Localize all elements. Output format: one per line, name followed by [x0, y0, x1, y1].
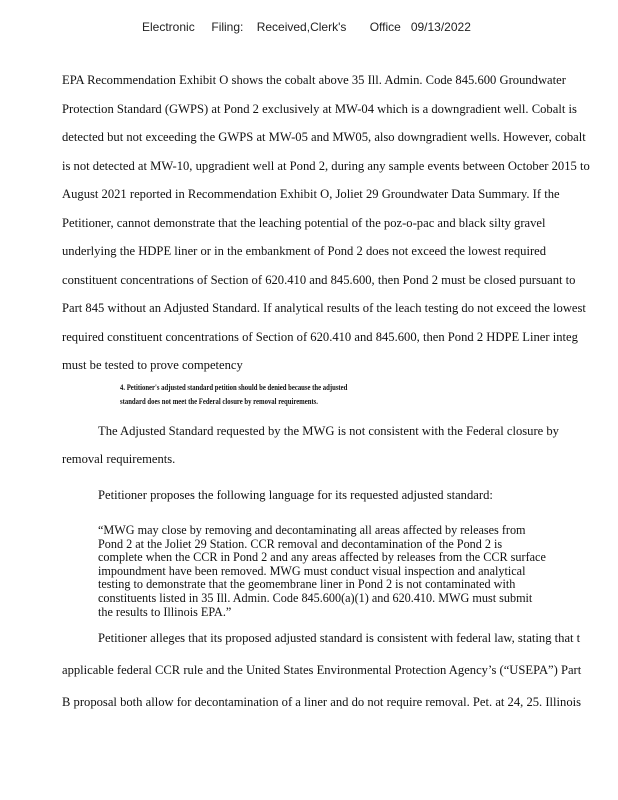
section-heading-line: standard does not meet the Federal closure by removal requirements. — [120, 396, 318, 406]
body-paragraph-federal-law — [62, 626, 618, 722]
text-line: underlying the HDPE liner or in the embankment of Pond 2 does not exceed the lowest required — [62, 244, 547, 258]
text-line: applicable federal CCR rule and the United States Environmental Protection Agency’s (“USEPA”) Part — [62, 663, 582, 677]
text-line: is not detected at MW-10, upgradient well at Pond 2, during any sample events between October 2015 to — [62, 158, 590, 173]
text-line: required constituent concentrations of Section of 620.410 and 845.600, then Pond 2 HDPE Liner integ — [62, 329, 578, 344]
text-line: Petitioner, cannot demonstrate that the leaching potential of the poz-o-pac and black silty gravel — [62, 215, 546, 230]
text-line: Petitioner alleges that its proposed adjusted standard is consistent with federal law, stating that t — [98, 631, 581, 645]
quote-line: “MWG may close by removing and decontaminating all areas affected by releases from — [98, 523, 526, 537]
quote-line: the results to Illinois EPA.” — [98, 604, 232, 619]
text-line: August 2021 reported in Recommendation Exhibit O, Joliet 29 Groundwater Data Summary. If the — [62, 187, 560, 201]
text-line: must be tested to prove competency — [62, 358, 243, 372]
body-paragraph-adjusted-standard-line1: The Adjusted Standard requested by the MWG is not consistent with the Federal closure by — [98, 424, 559, 438]
text-line: Part 845 without an Adjusted Standard. If analytical results of the leach testing do not exceed the lowest — [62, 301, 586, 315]
body-paragraph-proposal-intro: Petitioner proposes the following language for its requested adjusted standard: — [98, 488, 493, 502]
quote-line: complete when the CCR in Pond 2 and any areas affected by releases from the CCR surface — [98, 550, 546, 565]
section-heading — [120, 380, 354, 408]
electronic-filing-header: Electronic Filing: Received,Clerk's Office 09/13/2022 — [142, 20, 471, 34]
body-paragraph-adjusted-standard-line2: removal requirements. — [62, 452, 176, 466]
text-line: detected but not exceeding the GWPS at MW-05 and MW05, also downgradient wells. However, cobalt — [62, 130, 586, 144]
body-paragraph-cobalt-analysis — [62, 66, 614, 380]
section-heading-line: 4. Petitioner's adjusted standard petition should be denied because the adjusted — [120, 382, 348, 392]
text-line: Protection Standard (GWPS) at Pond 2 exclusively at MW-04 which is a downgradient well. Cobalt is — [62, 101, 577, 116]
text-line: B proposal both allow for decontamination of a liner and do not require removal. Pet. at 24, 25. Illinois — [62, 695, 582, 709]
quote-line: impoundment have been removed. MWG must conduct visual inspection and analytical — [98, 563, 526, 578]
quote-line: constituents listed in 35 Ill. Admin. Code 845.600(a)(1) and 620.410. MWG must submit — [98, 590, 533, 605]
quote-line: Pond 2 at the Joliet 29 Station. CCR removal and decontamination of the Pond 2 is — [98, 536, 503, 551]
text-line: EPA Recommendation Exhibit O shows the cobalt above 35 Ill. Admin. Code 845.600 Groundwater — [62, 73, 566, 87]
quote-line: testing to demonstrate that the geomembrane liner in Pond 2 is not contaminated with — [98, 577, 516, 592]
text-line: constituent concentrations of Section of 620.410 and 845.600, then Pond 2 must be closed pursuant to — [62, 272, 576, 287]
block-quote-proposed-language — [98, 523, 546, 619]
